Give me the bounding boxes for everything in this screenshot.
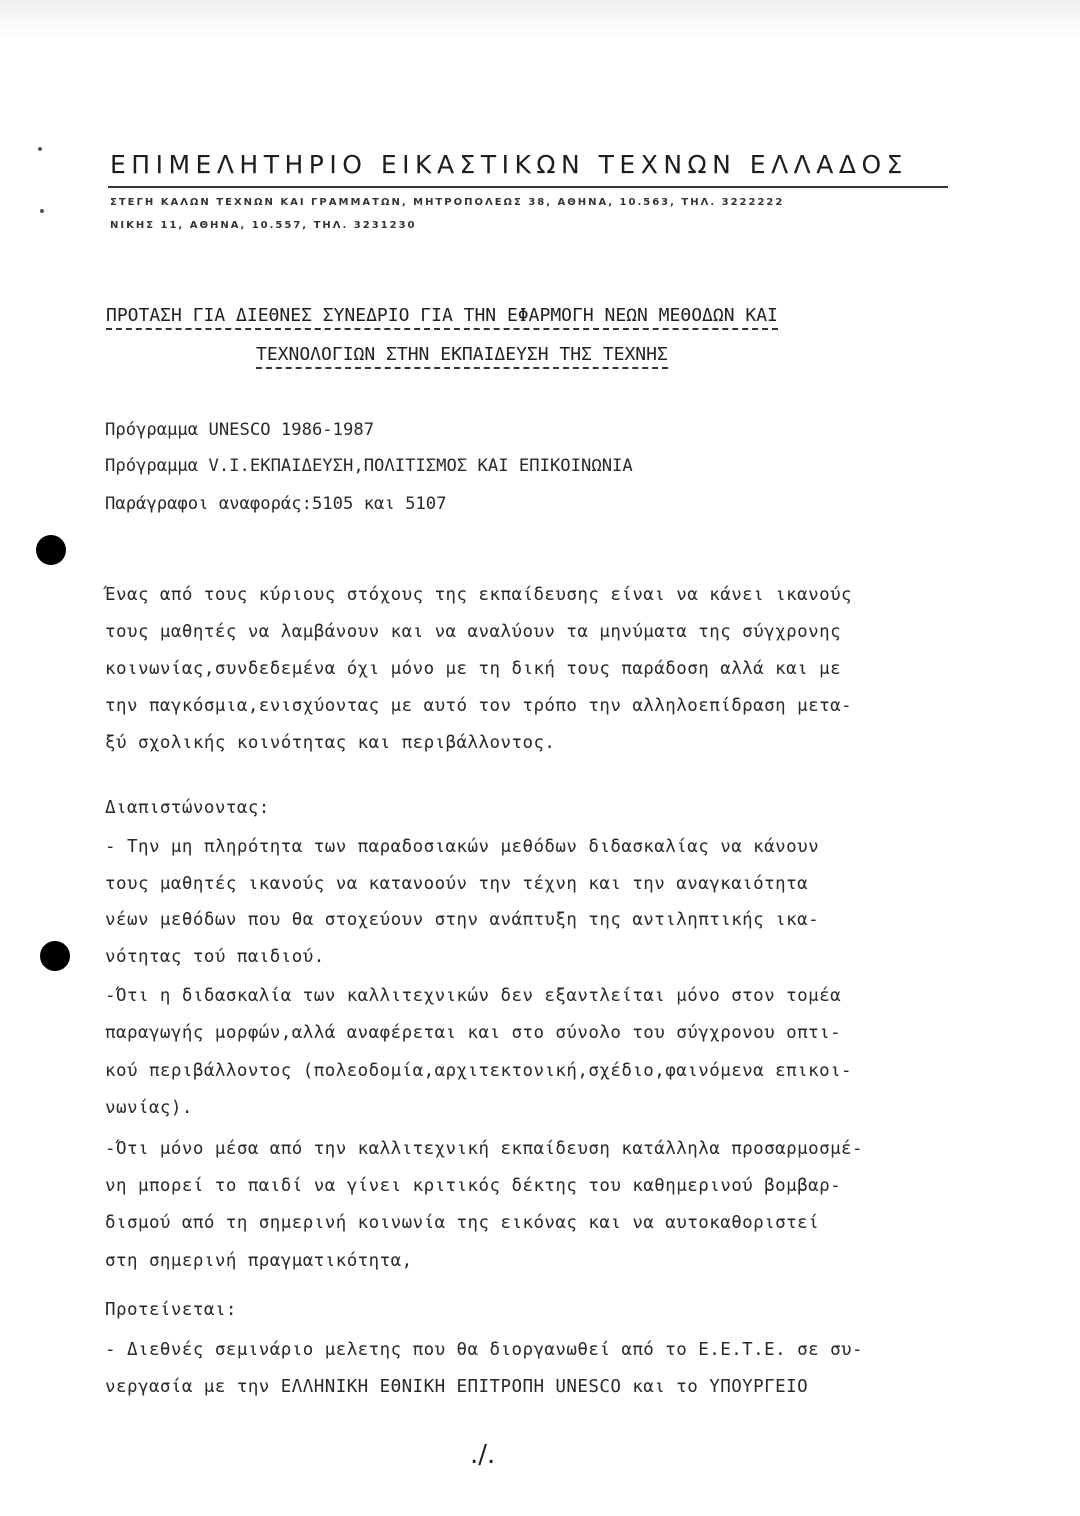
document-title-line-1: ΠΡΟΤΑΣΗ ΓΙΑ ΔΙΕΘΝΕΣ ΣΥΝΕΔΡΙΟ ΓΙΑ ΤΗΝ ΕΦΑΡΜΟΓΗ ΝΕΩΝ ΜΕΘΟΔΩΝ ΚΑΙ bbox=[106, 305, 778, 330]
intro-line: τους μαθητές να λαμβάνουν και να αναλύουν τα μηνύματα της σύγχρονης bbox=[105, 622, 842, 642]
intro-line: Ένας από τους κύριους στόχους της εκπαίδευσης είναι να κάνει ικανούς bbox=[105, 585, 853, 605]
considering-line: νη μπορεί το παιδί να γίνει κριτικός δέκτης του καθημερινού βομβαρ- bbox=[105, 1176, 842, 1196]
header-rule bbox=[108, 186, 948, 188]
proposed-heading: Προτείνεται: bbox=[105, 1300, 237, 1320]
considering-line: κού περιβάλλοντος (πολεοδομία,αρχιτεκτονική,σχέδιο,φαινόμενα επικοι- bbox=[105, 1061, 853, 1081]
considering-line: τους μαθητές ικανούς να κατανοούν την τέχνη και την αναγκαιότητα bbox=[105, 874, 809, 894]
scan-speck bbox=[38, 147, 42, 151]
scan-shadow bbox=[0, 0, 1080, 40]
considering-line: νωνίας). bbox=[105, 1098, 193, 1118]
program-line-1: Πρόγραμμα UNESCO 1986-1987 bbox=[105, 420, 375, 440]
intro-line: την παγκόσμια,ενισχύοντας με αυτό τον τρόπο την αλληλοεπίδραση μετα- bbox=[105, 696, 853, 716]
considering-line: - Την μη πληρότητα των παραδοσιακών μεθόδων διδασκαλίας να κάνουν bbox=[105, 837, 820, 857]
proposed-line: νεργασία με την ΕΛΛΗΝΙΚΗ ΕΘΝΙΚΗ ΕΠΙΤΡΟΠΗ UNESCO και το ΥΠΟΥΡΓΕΙΟ bbox=[105, 1377, 809, 1397]
address-line-2: ΝΙΚΗΣ 11, ΑΘΗΝΑ, 10.557, ΤΗΛ. 3231230 bbox=[110, 220, 417, 231]
considering-line: νότητας τού παιδιού. bbox=[105, 947, 325, 967]
punch-hole-bottom bbox=[40, 941, 70, 971]
considering-line: στη σημερινή πραγματικότητα, bbox=[105, 1251, 413, 1271]
address-line-1: ΣΤΕΓΗ ΚΑΛΩΝ ΤΕΧΝΩΝ ΚΑΙ ΓΡΑΜΜΑΤΩΝ, ΜΗΤΡΟΠΟΛΕΩΣ 38, ΑΘΗΝΑ, 10.563, ΤΗΛ. 3222222 bbox=[110, 197, 785, 208]
considering-line: -Ότι η διδασκαλία των καλλιτεχνικών δεν εξαντλείται μόνο στον τομέα bbox=[105, 986, 842, 1006]
program-line-3: Παράγραφοι αναφοράς:5105 και 5107 bbox=[105, 494, 447, 514]
continuation-mark: ./. bbox=[470, 1440, 496, 1470]
considering-line: νέων μεθόδων που θα στοχεύουν στην ανάπτυξη της αντιληπτικής ικα- bbox=[105, 910, 820, 930]
considering-line: δισμού από τη σημερινή κοινωνία της εικόνας και να αυτοκαθοριστεί bbox=[105, 1213, 820, 1233]
considering-heading: Διαπιστώνοντας: bbox=[105, 798, 270, 818]
organization-name: ΕΠΙΜΕΛΗΤΗΡΙΟ ΕΙΚΑΣΤΙΚΩΝ ΤΕΧΝΩΝ ΕΛΛΑΔΟΣ bbox=[110, 150, 908, 179]
punch-hole-top bbox=[36, 535, 66, 565]
program-line-2: Πρόγραμμα V.I.ΕΚΠΑΙΔΕΥΣΗ,ΠΟΛΙΤΙΣΜΟΣ ΚΑΙ ΕΠΙΚΟΙΝΩΝΙΑ bbox=[105, 456, 633, 476]
intro-line: κοινωνίας,συνδεδεμένα όχι μόνο με τη δική τους παράδοση αλλά και με bbox=[105, 659, 842, 679]
scan-speck bbox=[40, 209, 44, 213]
considering-line: παραγωγής μορφών,αλλά αναφέρεται και στο σύνολο του σύγχρονου οπτι- bbox=[105, 1023, 842, 1043]
intro-line: ξύ σχολικής κοινότητας και περιβάλλοντος. bbox=[105, 733, 556, 753]
considering-line: -Ότι μόνο μέσα από την καλλιτεχνική εκπαίδευση κατάλληλα προσαρμοσμέ- bbox=[105, 1139, 864, 1159]
proposed-line: - Διεθνές σεμινάριο μελετης που θα διοργανωθεί από το Ε.Ε.Τ.Ε. σε συ- bbox=[105, 1340, 864, 1360]
document-title-line-2: ΤΕΧΝΟΛΟΓΙΩΝ ΣΤΗΝ ΕΚΠΑΙΔΕΥΣΗ ΤΗΣ ΤΕΧΝΗΣ bbox=[256, 344, 668, 369]
